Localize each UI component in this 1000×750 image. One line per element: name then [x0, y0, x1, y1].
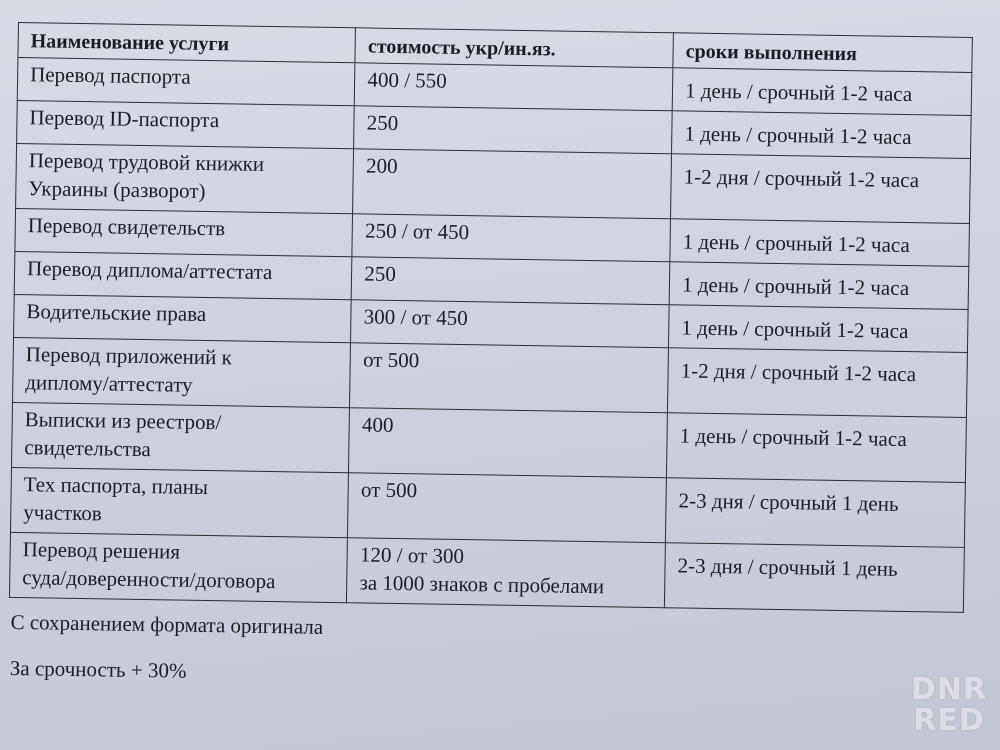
price-cell [350, 343, 669, 413]
term-cell [668, 348, 968, 418]
service-text: Перевод трудовой книжки [28, 148, 265, 176]
service-text: Тех паспорта, планы [23, 472, 209, 500]
price-cell [348, 473, 667, 543]
term-text: 1 день / срочный 1-2 часа [681, 272, 910, 301]
service-cell [17, 58, 355, 106]
term-cell [669, 305, 969, 353]
service-text: Перевод решения [22, 537, 181, 564]
service-text-line2: суда/доверенности/договора [22, 565, 276, 594]
term-text: 1 день / срочный 1-2 часа [684, 121, 912, 150]
term-cell [667, 413, 967, 483]
price-cell [351, 300, 669, 348]
price-text: 200 [365, 153, 398, 178]
price-text: от 500 [360, 477, 418, 503]
header-service: Наименование услуги [18, 23, 356, 63]
price-note: за 1000 знаков с пробелами [359, 570, 605, 599]
watermark-line1: DNR [910, 672, 988, 707]
term-text: 1-2 дня / срочный 1-2 часа [680, 358, 917, 387]
service-cell [12, 402, 350, 472]
term-text: 2-3 дня / срочный 1 день [677, 553, 898, 581]
term-cell [670, 219, 970, 267]
service-text: Перевод паспорта [29, 62, 191, 89]
service-cell [9, 532, 347, 602]
services-price-table [9, 22, 973, 613]
service-text: Перевод свидетельств [27, 213, 226, 241]
term-text: 1 день / срочный 1-2 часа [684, 78, 913, 107]
term-cell [672, 111, 972, 159]
term-cell [664, 543, 964, 613]
price-text: 120 / от 300 [359, 542, 465, 569]
service-cell [13, 337, 351, 407]
watermark-logo [910, 674, 988, 736]
header-term: сроки выполнения [673, 33, 972, 73]
table-row [9, 532, 964, 612]
price-cell [352, 214, 670, 262]
price-text: 250 / от 450 [364, 218, 470, 245]
service-cell [10, 467, 348, 537]
term-text: 1-2 дня / срочный 1-2 часа [683, 164, 920, 193]
header-price: стоимость укр/ин.яз. [355, 28, 673, 68]
price-cell [354, 106, 672, 154]
footnotes [8, 608, 969, 697]
price-text: 400 / 550 [367, 67, 447, 93]
service-text: Водительские права [26, 299, 207, 326]
service-cell [14, 294, 352, 342]
price-text: 400 [361, 412, 394, 437]
term-text: 2-3 дня / срочный 1 день [678, 488, 899, 516]
service-text: Перевод приложений к [25, 342, 233, 370]
service-cell [16, 143, 354, 213]
price-cell [349, 408, 668, 478]
service-text: Перевод ID-паспорта [29, 105, 220, 133]
term-cell [665, 478, 965, 548]
price-cell [353, 149, 672, 219]
term-text: 1 день / срочный 1-2 часа [681, 315, 909, 344]
price-cell [351, 257, 669, 305]
service-cell [15, 208, 353, 256]
term-cell [669, 262, 969, 310]
price-text: от 500 [362, 347, 420, 373]
service-cell [14, 251, 352, 299]
price-sheet [7, 22, 978, 715]
note-format: С сохранением формата оригинала [10, 609, 324, 639]
watermark-line2: RED [913, 703, 985, 738]
price-text: 250 [364, 261, 397, 286]
service-text: Перевод диплома/аттестата [26, 256, 273, 285]
price-cell [347, 538, 666, 608]
service-text-line2: диплому/аттестату [25, 370, 193, 397]
term-cell [672, 68, 972, 116]
service-text-line2: Украины (разворот) [28, 176, 206, 203]
note-urgency: За срочность + 30% [9, 655, 187, 683]
term-cell [671, 154, 971, 224]
service-cell [17, 100, 355, 148]
term-text: 1 день / срочный 1-2 часа [682, 229, 910, 258]
service-text-line2: участков [23, 500, 102, 526]
price-text: 300 / от 450 [363, 304, 468, 331]
term-text: 1 день / срочный 1-2 часа [679, 423, 907, 452]
price-cell [355, 63, 673, 111]
service-text-line2: свидетельства [24, 435, 151, 462]
price-text: 250 [366, 110, 399, 135]
service-text: Выписки из реестров/ [24, 407, 222, 435]
